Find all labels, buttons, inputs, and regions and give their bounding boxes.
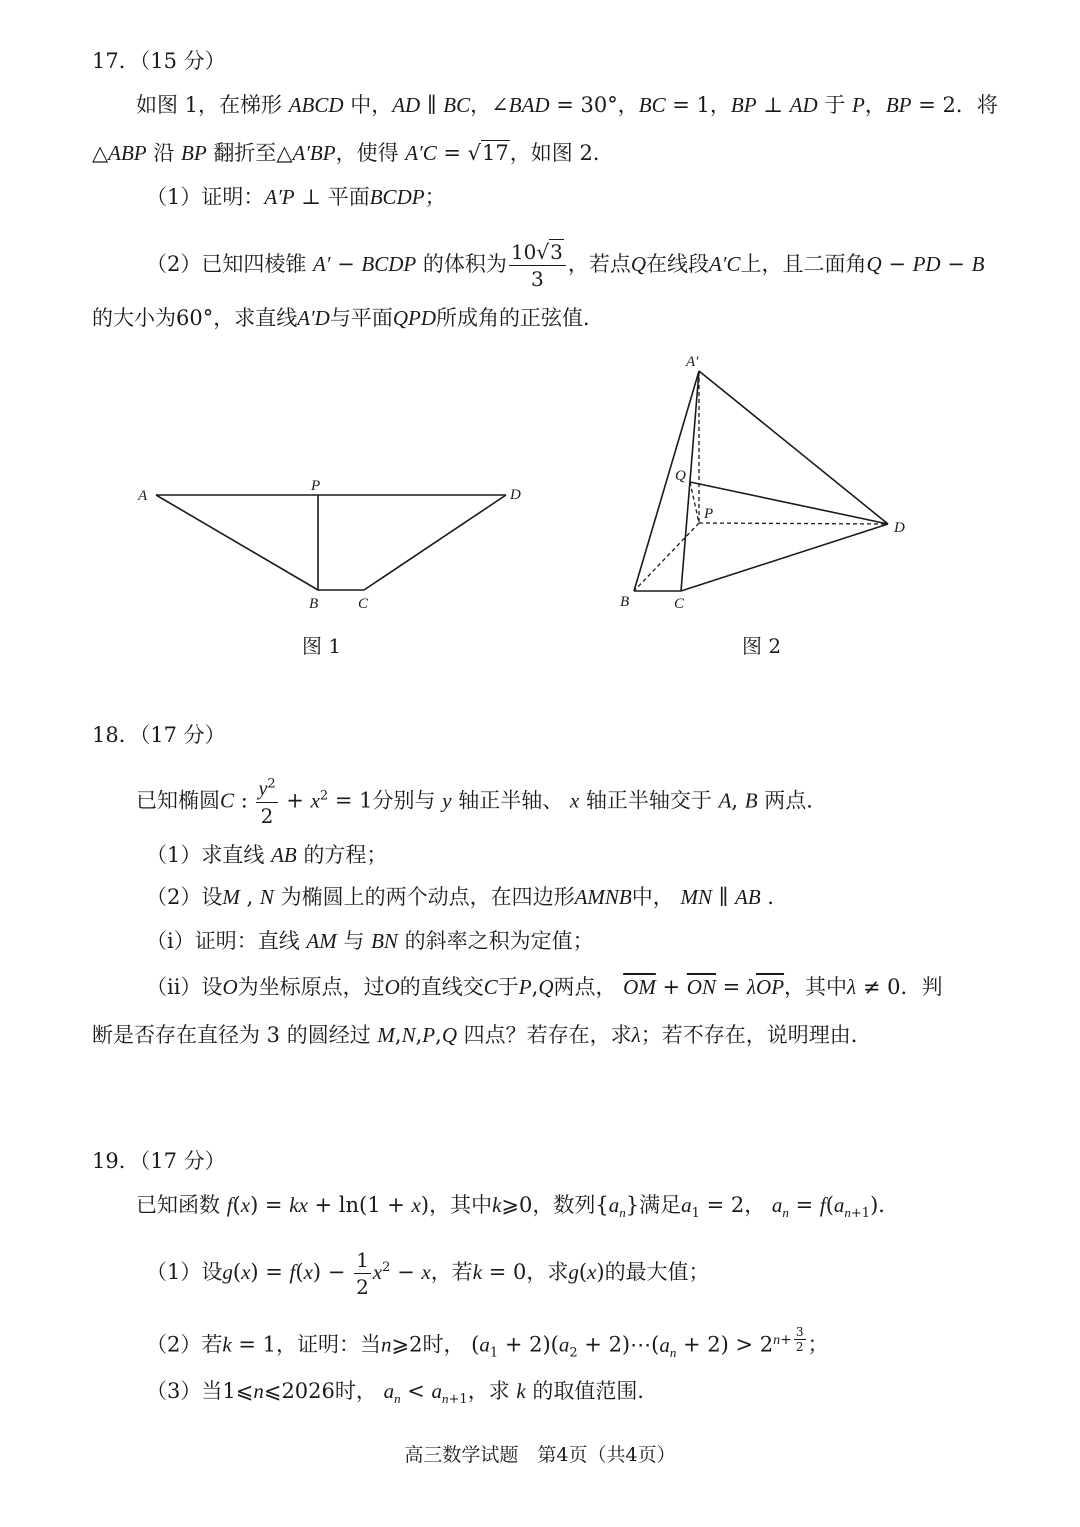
- q17-part2-line2: 的大小为60°，求直线A′D与平面QPD所成角的正弦值．: [92, 306, 604, 330]
- q18-header: 18．（17 分）: [92, 723, 226, 747]
- page-footer: 高三数学试题 第4页（共4页）: [404, 1444, 676, 1466]
- q18-part1: （1）求直线 AB 的方程；: [146, 843, 388, 867]
- fig2-label-A-prime: A′: [686, 354, 699, 370]
- fig1-label-D: D: [510, 487, 521, 503]
- fig1-label-A: A: [138, 488, 148, 504]
- q19-part3: （3）当1⩽n⩽2026时， $a_n < a_{n+1}$，求 k 的取值范围．: [146, 1379, 659, 1408]
- figure-2-caption: 图 2: [742, 634, 782, 658]
- q18-part2-ii-line1: （ii）设O为坐标原点，过O的直线交C于P,Q两点， $\overline{OM} + \overline{ON} = \lambda\overline{OP}$，其中λ ≠ 0．判: [146, 975, 943, 999]
- q17-stem-line1: 如图 1，在梯形 ABCD 中，AD ∥ BC，∠BAD = 30°，BC = 1，BP ⊥ AD 于 P，BP = 2．将: [136, 93, 998, 117]
- fig2-label-D: D: [894, 520, 905, 536]
- q17-header: 17．（15 分）: [92, 49, 226, 73]
- q19-header: 19．（17 分）: [92, 1149, 226, 1173]
- q19-part2: （2）若k = 1，证明：当n⩾2时， $(a_1 + 2)(a_2$ + $2)\cdots(a_n + 2) > 2^{n+ \frac{3}{2}}$ ；: [146, 1325, 829, 1361]
- volume-fraction: $\frac{10√3}{3}$: [509, 242, 566, 289]
- fig1-label-B: B: [309, 596, 319, 612]
- figure-1-trapezoid: [130, 470, 530, 620]
- fig1-label-C: C: [358, 596, 369, 612]
- figure-1-caption: 图 1: [302, 634, 342, 658]
- ellipse-y-fraction: $\frac{y^2}{2}$: [258, 776, 276, 828]
- fig2-label-P: P: [704, 506, 714, 522]
- q18-stem: 已知椭圆C : $\frac{y^2}{2}$ + $x^2 = 1$分别与 y 轴正半轴、 x 轴正半轴交于 A, B 两点．: [136, 776, 828, 828]
- fig1-label-P: P: [311, 478, 321, 494]
- half-fraction: $\frac{1}{2}$: [356, 1248, 369, 1299]
- fig2-label-C: C: [674, 596, 685, 612]
- q19-stem: 已知函数 f(x) = kx + ln(1 + x)，其中k⩾0，数列$\{a_n\}$满足$a_1 = 2$， $a_n = f(a_{n+1})$．: [136, 1193, 900, 1222]
- fig2-label-B: B: [620, 594, 630, 610]
- q17-part1: （1）证明：A′P ⊥ 平面BCDP；: [146, 185, 446, 209]
- figure-2-pyramid: [600, 350, 920, 620]
- q17-part2-line1: （2）已知四棱锥 A′ − BCDP 的体积为 $\frac{10√3}{3}$ ，若点Q在线段A′C上，且二面角Q − PD − B: [146, 240, 985, 291]
- fig2-label-Q: Q: [675, 468, 686, 484]
- q18-part2-ii-line2: 断是否存在直径为 3 的圆经过 M,N,P,Q 四点？若存在，求λ；若不存在，说明理由．: [92, 1023, 872, 1047]
- q17-stem-line2: △ABP 沿 BP 翻折至△A′BP，使得 A′C = √17，如图 2．: [92, 141, 614, 165]
- q18-part2-i: （i）证明：直线 AM 与 BN 的斜率之积为定值；: [146, 929, 594, 953]
- q18-part2: （2）设M , N 为椭圆上的两个动点，在四边形AMNB中， MN ∥ AB ．: [146, 885, 789, 909]
- q19-part1: （1）设g(x) = f(x) − $\frac{1}{2}$ $x^2 - x$，若k = 0，求g(x)的最大值；: [146, 1248, 710, 1299]
